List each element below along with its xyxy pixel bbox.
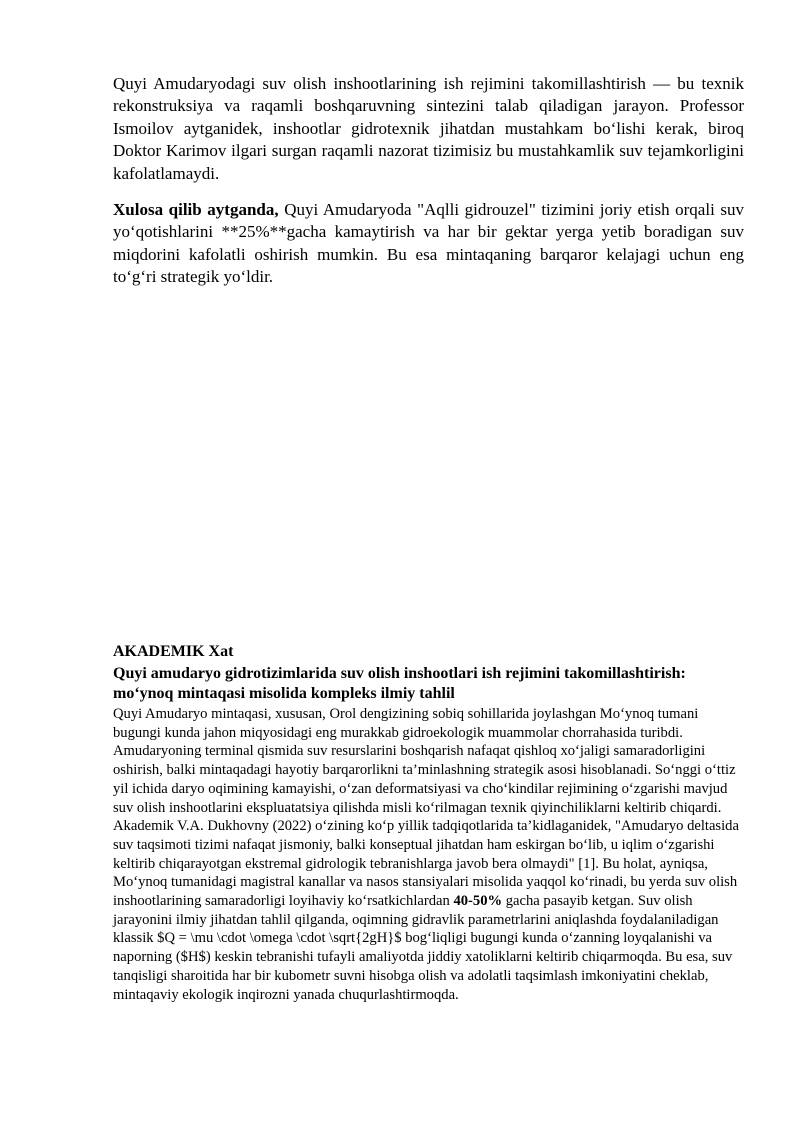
letter-section [113, 642, 746, 1004]
essay-section [113, 73, 744, 303]
letter-body-bold-percentage: 40-50% [453, 893, 503, 910]
letter-type-label: AKADEMIK Xat [113, 643, 234, 660]
essay-paragraph-intro: Quyi Amudaryodagi suv olish inshootlarining ish rejimini takomillashtirish — bu texnik rekonstruksiya va raqamli boshqaruvning sintezini talab qiladigan jarayon. Professor Ismoilov aytganidek, inshootlar gidrotexnik jihatdan mustahkam bo‘lishi kerak, biroq Doktor Karimov ilgari surgan raqamli nazorat tizimisiz bu mustahkamlik suv tejamkorligini kafolatlamaydi. [113, 74, 744, 183]
letter-body [113, 705, 746, 1004]
letter-title: Quyi amudaryo gidrotizimlarida suv olish inshootlari ish rejimini takomillashtirish: mo‘ynoq mintaqasi misolida kompleks ilmiy tahlil [113, 665, 686, 702]
letter-body-text-2: gacha pasayib ketgan. Suv olish jarayonini ilmiy jihatdan tahlil qilganda, oqimning gidravlik parametrlarini aniqlashda foydalaniladigan klassik $Q = \mu \cdot \omega \cdot \sqrt{2gH}$ bog‘liqligi bugungi kunda o‘zanning loyqalanishi va naporning ($H$) keskin tebranishi tufayli amaliyotda jiddiy xatoliklarni keltirib chiqarmoqda. Bu esa, suv tanqisligi sharoitida har bir kubometr suvni hisobga olish va adolatli taqsimlash imkoniyatini cheklab, mintaqaviy ekologik inqirozni yanada chuqurlashtirmoqda. [113, 893, 733, 1003]
letter-body-text-1: Quyi Amudaryo mintaqasi, xususan, Orol dengizining sobiq sohillarida joylashgan Mo‘ynoq tumani bugungi kunda jahon miqyosidagi eng murakkab gidroekologik muammolar chorrahasida turibdi. Amudaryoning terminal qismida suv resurslarini boshqarish nafaqat qishloq xo‘jaligi samaradorligini oshirish, balki mintaqadagi hayotiy barqarorlikni ta’minlashning strategik asosi hisoblanadi. So‘nggi o‘ttiz yil ichida daryo oqimining kamayishi, o‘zan deformatsiyasi va cho‘kindilar rejimining o‘zgarishi mavjud suv olish inshootlarini ekspluatatsiya qilishda misli ko‘rilmagan texnik qiyinchiliklarni keltirib chiqardi. Akademik V.A. Dukhovny (2022) o‘zining ko‘p yillik tadqiqotlarida ta’kidlaganidek, "Amudaryo deltasida suv taqsimoti tizimi nafaqat jismoniy, balki konseptual jihatdan ham eskirgan bo‘lib, u iqlim o‘zgarishi keltirib chiqarayotgan ekstremal gidrologik tebranishlarga javob bera olmaydi" [1]. Bu holat, ayniqsa, Mo‘ynoq tumanidagi magistral kanallar va nasos stansiyalari misolida yaqqol ko‘rinadi, bu yerda suv olish inshootlarining samaradorligi loyihaviy ko‘rsatkichlardan [113, 706, 739, 910]
conclusion-text: Quyi Amudaryoda "Aqlli gidrouzel" tizimini joriy etish orqali suv yo‘qotishlarini **25%**gacha kamaytirish va har bir gektar yerga yetib boradigan suv miqdorini kafolatli oshirish mumkin. Bu esa mintaqaning barqaror kelajagi uchun eng to‘g‘ri strategik yo‘ldir. [113, 200, 744, 287]
essay-paragraph-conclusion [113, 199, 744, 289]
conclusion-lead-bold: Xulosa qilib aytganda, [113, 200, 279, 220]
